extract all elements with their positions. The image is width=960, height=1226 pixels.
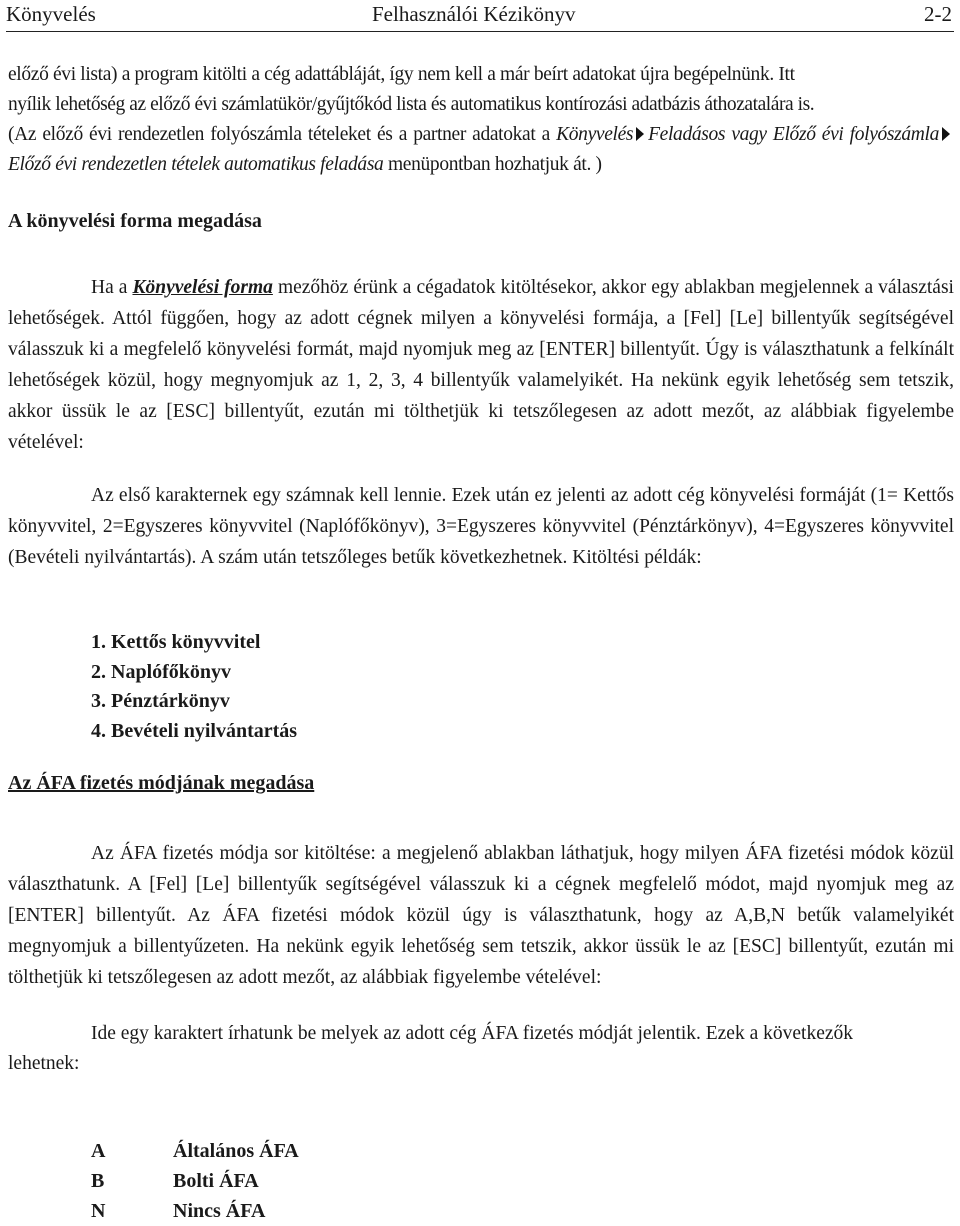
header-rule (6, 31, 954, 32)
list-item: 3. Pénztárkönyv (91, 690, 230, 712)
vat-label: Általános ÁFA (173, 1140, 299, 1162)
list-item: 2. Naplófőkönyv (91, 660, 232, 683)
intro-line-1: előző évi lista) a program kitölti a cég adattábláját, így nem kell a már beírt adatokat újra begépelnünk. Itt (8, 64, 795, 85)
menu-path-1: Könyvelés (556, 124, 634, 145)
list-item (91, 1196, 299, 1226)
menu-path-2: Feladásos vagy Előző évi folyószámla (648, 124, 939, 145)
vat-code: A (91, 1140, 106, 1162)
vat-options-list (91, 1136, 299, 1226)
vat-line-1: Ide egy karaktert írhatunk be melyek az adott cég ÁFA fizetés módját jelentik. Ezek a következők (91, 1023, 854, 1044)
intro-line-2: nyílik lehetőség az előző évi számlatükör/gyűjtőkód lista és automatikus kontírozási adatbázis áthozatalára is. (8, 94, 815, 115)
page-header (6, 0, 954, 30)
vat-code: N (91, 1200, 106, 1222)
intro-line-3: (Az előző évi rendezetlen folyószámla tételeket és a partner adatokat a Könyvelés Feladásos vagy Előző évi folyószámlaElőző évi rendezetlen tételek automatikus feladása menüpontban hozhatjuk át. ) (8, 120, 954, 180)
section-heading-vat: Az ÁFA fizetés módjának megadása (8, 772, 315, 794)
field-name: Könyvelési forma (132, 277, 273, 298)
vat-code: B (91, 1170, 105, 1192)
vat-line-2: lehetnek: (8, 1053, 80, 1074)
vat-label: Nincs ÁFA (173, 1200, 266, 1222)
menu-arrow-icon (942, 127, 950, 141)
list-item (91, 1166, 299, 1196)
menu-arrow-icon (636, 127, 644, 141)
header-title: Felhasználói Kézikönyv (372, 2, 576, 26)
list-item (91, 1136, 299, 1166)
list-item: 1. Kettős könyvvitel (91, 631, 261, 653)
example-list (91, 628, 297, 746)
section-heading-bookkeeping-form: A könyvelési forma megadása (8, 210, 262, 232)
menu-path-3: Előző évi rendezetlen tételek automatikus feladása (8, 154, 384, 175)
vat-label: Bolti ÁFA (173, 1170, 259, 1192)
bookkeeping-form-rules: Az első karakternek egy számnak kell lennie. Ezek után ez jelenti az adott cég könyvelési formáját (1= Kettős könyvvitel, 2=Egyszeres könyvvitel (Naplófőkönyv), 3=Egyszeres könyvvitel (Pénztárkönyv), 4=Egyszeres könyvvitel (Bevételi nyilvántartás). A szám után tetszőleges betűk következhetnek. Kitöltési példák: (8, 485, 954, 568)
list-item: 4. Bevételi nyilvántartás (91, 719, 298, 742)
vat-paragraph: Az ÁFA fizetés módja sor kitöltése: a megjelenő ablakban láthatjuk, hogy milyen ÁFA fizetési módok közül választhatunk. A [Fel] [Le] billentyűk segítségével válasszuk ki a cégnek megfelelő módot, majd nyomjuk meg az [ENTER] billentyűt. Az ÁFA fizetési módok közül úgy is választhatunk, hogy az A,B,N betűk valamelyikét megnyomjuk a billentyűzeten. Ha nekünk egyik lehetőség sem tetszik, akkor üssük le az [ESC] billentyűt, ezután mi tölthetjük ki tetszőlegesen az adott mezőt, az alábbiak figyelembe vételével: (8, 843, 954, 988)
header-chapter: Könyvelés (6, 2, 96, 26)
bookkeeping-form-paragraph: Ha a Könyvelési forma mezőhöz érünk a cégadatok kitöltésekor, akkor egy ablakban megjelennek a választási lehetőségek. Attól függően, hogy az adott cégnek milyen a könyvelési formája, a [Fel] [Le] billentyűk segítségével válasszuk ki a megfelelő könyvelési formát, majd nyomjuk meg az [ENTER] billentyűt. Úgy is választhatunk a felkínált lehetőségek közül, hogy megnyomjuk az 1, 2, 3, 4 billentyűk valamelyikét. Ha nekünk egyik lehetőség sem tetszik, akkor üssük le az [ESC] billentyűt, ezután mi tölthetjük ki tetszőlegesen az adott mezőt, az alábbiak figyelembe vételével: (8, 277, 954, 453)
page-number: 2-2 (924, 2, 952, 26)
